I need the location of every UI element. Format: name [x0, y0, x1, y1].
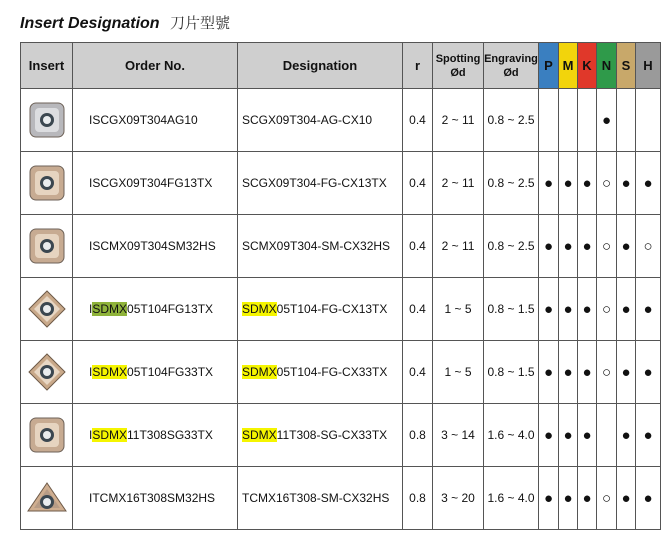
- material-suitability-mark: ●: [643, 363, 653, 381]
- radius-cell: [403, 278, 433, 341]
- material-suitability-mark: ●: [621, 237, 631, 255]
- material-suitability-mark: ●: [582, 300, 592, 318]
- designation-cell: [238, 215, 403, 278]
- radius-value: 0.8: [409, 428, 426, 442]
- material-suitability-mark: ●: [621, 300, 631, 318]
- order-no-cell: [73, 404, 238, 467]
- material-m-cell: [559, 404, 578, 467]
- radius-value: 0.4: [409, 302, 426, 316]
- material-suitability-mark: ●: [621, 174, 631, 192]
- material-suitability-mark: ●: [543, 426, 554, 444]
- material-h-cell: [636, 89, 661, 152]
- radius-cell: [403, 89, 433, 152]
- radius-cell: [403, 152, 433, 215]
- material-m-cell: [559, 152, 578, 215]
- order-no-text: ISCMX09T304SM32HS: [89, 239, 216, 253]
- spotting-cell: [433, 89, 484, 152]
- material-suitability-mark: ●: [621, 363, 631, 381]
- order-no-text: ISCGX09T304FG13TX: [89, 176, 213, 190]
- engraving-value: 0.8 ~ 2.5: [487, 113, 535, 127]
- material-n-cell: [597, 404, 617, 467]
- engraving-value: 0.8 ~ 2.5: [487, 176, 535, 190]
- designation-cell: [238, 152, 403, 215]
- order-no-text: ITCMX16T308SM32HS: [89, 491, 216, 505]
- table-row: [21, 341, 661, 404]
- order-no-cell: [73, 467, 238, 530]
- designation-text: SCGX09T304-AG-CX10: [242, 113, 373, 127]
- engraving-cell: [484, 404, 539, 467]
- material-suitability-mark: ●: [582, 426, 592, 444]
- engraving-cell: [484, 278, 539, 341]
- radius-cell: [403, 404, 433, 467]
- square-insert-sm-icon: [21, 226, 72, 266]
- material-suitability-mark: ○: [601, 363, 612, 381]
- material-s-cell: [617, 341, 636, 404]
- order-no-prefix: I: [89, 428, 93, 442]
- material-h-cell: [636, 341, 661, 404]
- table-row: [21, 152, 661, 215]
- order-no-text: 05T104FG33TX: [127, 365, 214, 379]
- order-no-prefix: I: [89, 365, 93, 379]
- spotting-value: 1 ~ 5: [444, 365, 472, 379]
- order-no-highlight: SDMX: [92, 302, 128, 316]
- material-m-cell: [559, 278, 578, 341]
- material-suitability-mark: ●: [582, 237, 592, 255]
- spotting-cell: [433, 341, 484, 404]
- order-no-cell: [73, 152, 238, 215]
- spotting-value: 2 ~ 11: [441, 113, 475, 127]
- material-k-cell: [578, 404, 597, 467]
- order-no-cell: [73, 278, 238, 341]
- material-p-cell: [539, 467, 559, 530]
- header-engraving: Engraving Ød: [484, 43, 539, 89]
- table-row: [21, 89, 661, 152]
- order-no-cell: [73, 215, 238, 278]
- material-k-cell: [578, 152, 597, 215]
- engraving-value: 0.8 ~ 1.5: [487, 302, 535, 316]
- radius-value: 0.8: [409, 491, 426, 505]
- insert-image-cell: [21, 215, 73, 278]
- radius-value: 0.4: [409, 176, 426, 190]
- radius-value: 0.4: [409, 239, 426, 253]
- spotting-value: 2 ~ 11: [441, 176, 475, 190]
- material-h-cell: [636, 152, 661, 215]
- material-s-cell: [617, 404, 636, 467]
- order-no-cell: [73, 89, 238, 152]
- table-row: [21, 278, 661, 341]
- material-p-cell: [539, 341, 559, 404]
- designation-text: TCMX16T308-SM-CX32HS: [242, 491, 390, 505]
- engraving-value: 0.8 ~ 2.5: [487, 239, 535, 253]
- material-s-cell: [617, 152, 636, 215]
- order-no-highlight: SDMX: [92, 428, 128, 442]
- engraving-value: 1.6 ~ 4.0: [487, 491, 535, 505]
- designation-cell: [238, 278, 403, 341]
- insert-image-cell: [21, 89, 73, 152]
- material-m-cell: [559, 341, 578, 404]
- insert-image-cell: [21, 278, 73, 341]
- designation-text: 05T104-FG-CX13TX: [276, 302, 388, 316]
- designation-cell: [238, 467, 403, 530]
- material-k-cell: [578, 467, 597, 530]
- material-h-cell: [636, 278, 661, 341]
- material-s-cell: [617, 467, 636, 530]
- material-s-cell: [617, 278, 636, 341]
- designation-cell: [238, 404, 403, 467]
- material-suitability-mark: ○: [601, 237, 612, 255]
- square-insert-sg-icon: [21, 415, 72, 455]
- material-suitability-mark: ●: [563, 174, 573, 192]
- material-n-cell: [597, 152, 617, 215]
- material-suitability-mark: ●: [621, 426, 631, 444]
- radius-value: 0.4: [409, 113, 426, 127]
- spotting-value: 3 ~ 20: [441, 491, 475, 505]
- designation-cell: [238, 341, 403, 404]
- insert-image-cell: [21, 152, 73, 215]
- square-insert-fg-icon: [21, 163, 72, 203]
- order-no-cell: [73, 341, 238, 404]
- designation-text: 05T104-FG-CX33TX: [276, 365, 388, 379]
- material-n-cell: [597, 467, 617, 530]
- material-suitability-mark: ●: [543, 363, 554, 381]
- order-no-highlight: SDMX: [92, 365, 128, 379]
- material-n-cell: [597, 89, 617, 152]
- order-no-prefix: I: [89, 302, 93, 316]
- material-k-cell: [578, 341, 597, 404]
- material-suitability-mark: ○: [601, 300, 612, 318]
- insert-image-cell: [21, 404, 73, 467]
- material-h-cell: [636, 467, 661, 530]
- material-suitability-mark: ●: [582, 174, 592, 192]
- spotting-cell: [433, 152, 484, 215]
- material-suitability-mark: ○: [643, 237, 653, 255]
- material-suitability-mark: ●: [563, 426, 573, 444]
- radius-cell: [403, 215, 433, 278]
- designation-highlight: SDMX: [242, 428, 277, 442]
- engraving-value: 0.8 ~ 1.5: [487, 365, 535, 379]
- material-suitability-mark: ●: [582, 363, 592, 381]
- spotting-cell: [433, 404, 484, 467]
- header-material-m: M: [559, 43, 578, 89]
- title-english: Insert Designation: [20, 15, 160, 32]
- material-p-cell: [539, 278, 559, 341]
- material-k-cell: [578, 278, 597, 341]
- insert-image-cell: [21, 467, 73, 530]
- radius-value: 0.4: [409, 365, 426, 379]
- spotting-value: 1 ~ 5: [444, 302, 472, 316]
- order-no-text: 11T308SG33TX: [127, 428, 213, 442]
- header-material-h: H: [636, 43, 661, 89]
- material-s-cell: [617, 215, 636, 278]
- material-suitability-mark: ●: [543, 489, 554, 507]
- material-suitability-mark: ●: [543, 237, 554, 255]
- material-k-cell: [578, 215, 597, 278]
- material-h-cell: [636, 404, 661, 467]
- engraving-cell: [484, 152, 539, 215]
- title-chinese: 刀片型號: [170, 14, 231, 32]
- material-suitability-mark: ●: [563, 300, 573, 318]
- header-material-p: P: [539, 43, 559, 89]
- material-p-cell: [539, 215, 559, 278]
- designation-text: 11T308-SG-CX33TX: [276, 428, 388, 442]
- triangle-insert-sm-icon: [21, 480, 72, 516]
- material-suitability-mark: ●: [621, 489, 631, 507]
- order-no-text: 05T104FG13TX: [127, 302, 214, 316]
- engraving-cell: [484, 215, 539, 278]
- header-material-k: K: [578, 43, 597, 89]
- material-suitability-mark: ●: [563, 363, 573, 381]
- radius-cell: [403, 341, 433, 404]
- spotting-cell: [433, 467, 484, 530]
- diamond-insert-fg33-icon: [21, 352, 72, 392]
- material-m-cell: [559, 89, 578, 152]
- header-insert: Insert: [21, 43, 73, 89]
- material-p-cell: [539, 152, 559, 215]
- order-no-text: ISCGX09T304AG10: [89, 113, 198, 127]
- radius-cell: [403, 467, 433, 530]
- material-suitability-mark: ●: [643, 174, 653, 192]
- header-spotting: Spotting Ød: [433, 43, 484, 89]
- material-m-cell: [559, 467, 578, 530]
- material-n-cell: [597, 278, 617, 341]
- material-suitability-mark: ○: [601, 174, 612, 192]
- designation-text: SCGX09T304-FG-CX13TX: [242, 176, 387, 190]
- header-r: r: [403, 43, 433, 89]
- material-suitability-mark: ●: [563, 237, 573, 255]
- spotting-cell: [433, 278, 484, 341]
- header-designation: Designation: [238, 43, 403, 89]
- material-p-cell: [539, 404, 559, 467]
- header-order-no: Order No.: [73, 43, 238, 89]
- material-n-cell: [597, 215, 617, 278]
- material-s-cell: [617, 89, 636, 152]
- material-suitability-mark: ●: [643, 300, 653, 318]
- header-row: [21, 43, 661, 89]
- diamond-insert-fg13-icon: [21, 289, 72, 329]
- table-row: [21, 215, 661, 278]
- material-suitability-mark: ●: [643, 426, 653, 444]
- engraving-value: 1.6 ~ 4.0: [487, 428, 535, 442]
- material-suitability-mark: ○: [601, 489, 612, 507]
- material-suitability-mark: ●: [601, 111, 612, 129]
- square-insert-ag-icon: [21, 100, 72, 140]
- spotting-value: 3 ~ 14: [441, 428, 475, 442]
- material-suitability-mark: ●: [543, 300, 554, 318]
- page-title: [20, 12, 230, 33]
- material-suitability-mark: ●: [563, 489, 573, 507]
- spotting-value: 2 ~ 11: [441, 239, 475, 253]
- designation-cell: [238, 89, 403, 152]
- header-material-s: S: [617, 43, 636, 89]
- material-h-cell: [636, 215, 661, 278]
- designation-highlight: SDMX: [242, 302, 277, 316]
- header-material-n: N: [597, 43, 617, 89]
- material-suitability-mark: ●: [643, 489, 653, 507]
- table-row: [21, 404, 661, 467]
- insert-designation-table: [20, 42, 661, 530]
- material-p-cell: [539, 89, 559, 152]
- designation-highlight: SDMX: [242, 365, 277, 379]
- table-row: [21, 467, 661, 530]
- material-n-cell: [597, 341, 617, 404]
- designation-text: SCMX09T304-SM-CX32HS: [242, 239, 391, 253]
- material-k-cell: [578, 89, 597, 152]
- material-suitability-mark: ●: [543, 174, 554, 192]
- spotting-cell: [433, 215, 484, 278]
- material-suitability-mark: ●: [582, 489, 592, 507]
- engraving-cell: [484, 467, 539, 530]
- engraving-cell: [484, 89, 539, 152]
- material-m-cell: [559, 215, 578, 278]
- insert-image-cell: [21, 341, 73, 404]
- engraving-cell: [484, 341, 539, 404]
